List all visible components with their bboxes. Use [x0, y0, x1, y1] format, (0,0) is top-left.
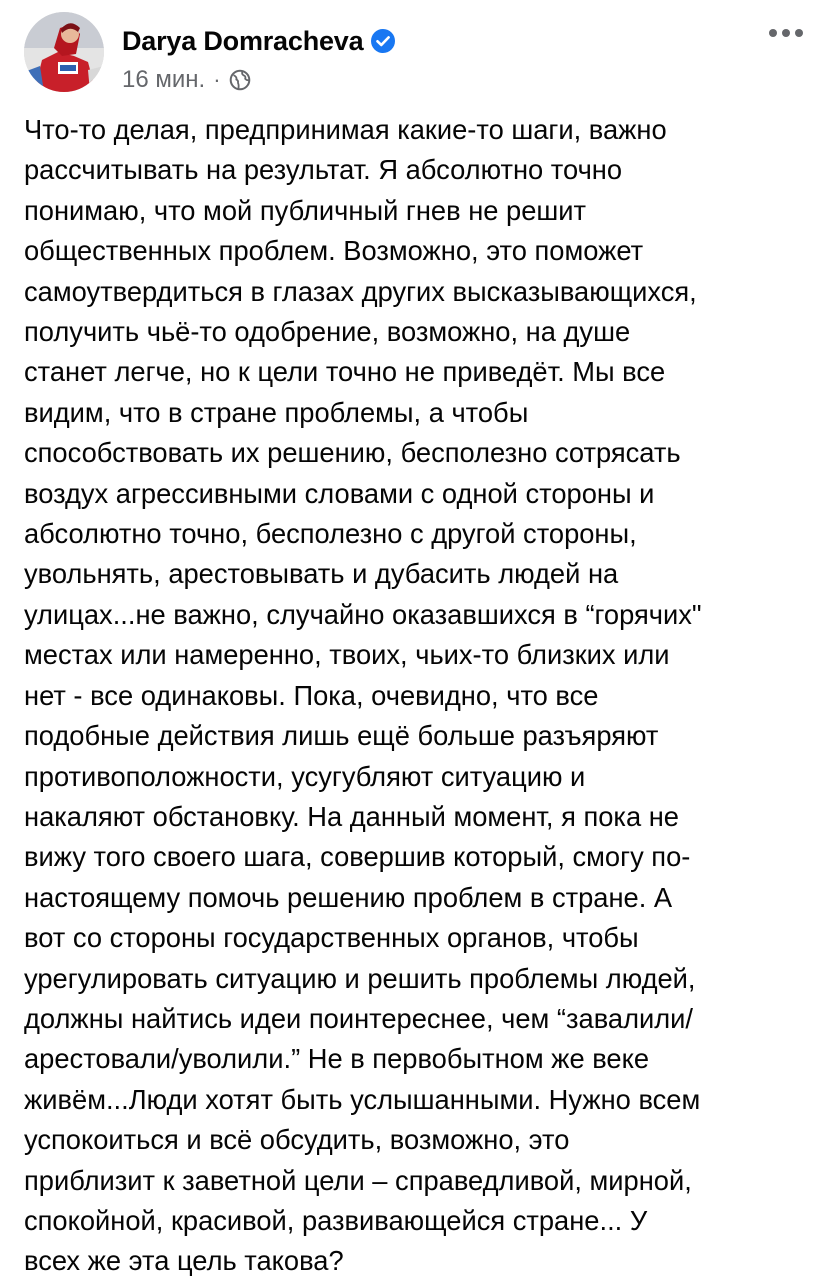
author-name[interactable]: Darya Domracheva	[122, 25, 364, 56]
post-body-text: Что-то делая, предпринимая какие-то шаги, важно рассчитывать на результат. Я абсолютно точно понимаю, что мой публичный гнев не решит общественных проблем. Возможно, это поможет самоутвердиться в глазах других высказывающихся, получить чьё-то одобрение, возможно, на душе станет легче, но к цели точно не приведёт. Мы все видим, что в стране проблемы, а чтобы способствовать их решению, бесполезно сотрясать воздух агрессивными словами с одной стороны и абсолютно точно, бесполезно с другой стороны, увольнять, арестовывать и дубасить людей на улицах...не важно, случайно оказавшихся в “горячих" местах или намеренно, твоих, чьих-то близких или нет - все одинаковы. Пока, очевидно, что все подобные действия лишь ещё больше разъяряют противоположности, усугубляют ситуацию и накаляют обстановку. На данный момент, я пока не вижу того своего шага, совершив который, смогу по- настоящему помочь решению проблем в стране. А вот со стороны государственных органов, чтобы урегулировать ситуацию и решить проблемы людей, должны найтись идеи поинтереснее, чем “завалили/ арестовали/уволили.” Не в первобытном же веке живём...Люди хотят быть услышанными. Нужно всем успокоиться и всё обсудить, возможно, это приблизит к заветной цели – справедливой, мирной, спокойной, красивой, развивающейся стране... У всех же эта цель такова?	[24, 114, 702, 1277]
meta-separator: ·	[213, 67, 221, 92]
post-timestamp[interactable]: 16 мин.	[122, 66, 206, 93]
more-horizontal-icon	[768, 28, 804, 38]
avatar-photo	[24, 12, 104, 92]
author-line	[122, 26, 395, 56]
globe-icon[interactable]	[229, 69, 251, 91]
post-meta	[122, 66, 251, 94]
more-options-button[interactable]	[766, 18, 806, 48]
post-header	[24, 12, 806, 96]
verified-badge-icon	[371, 29, 395, 53]
author-avatar[interactable]	[24, 12, 104, 92]
